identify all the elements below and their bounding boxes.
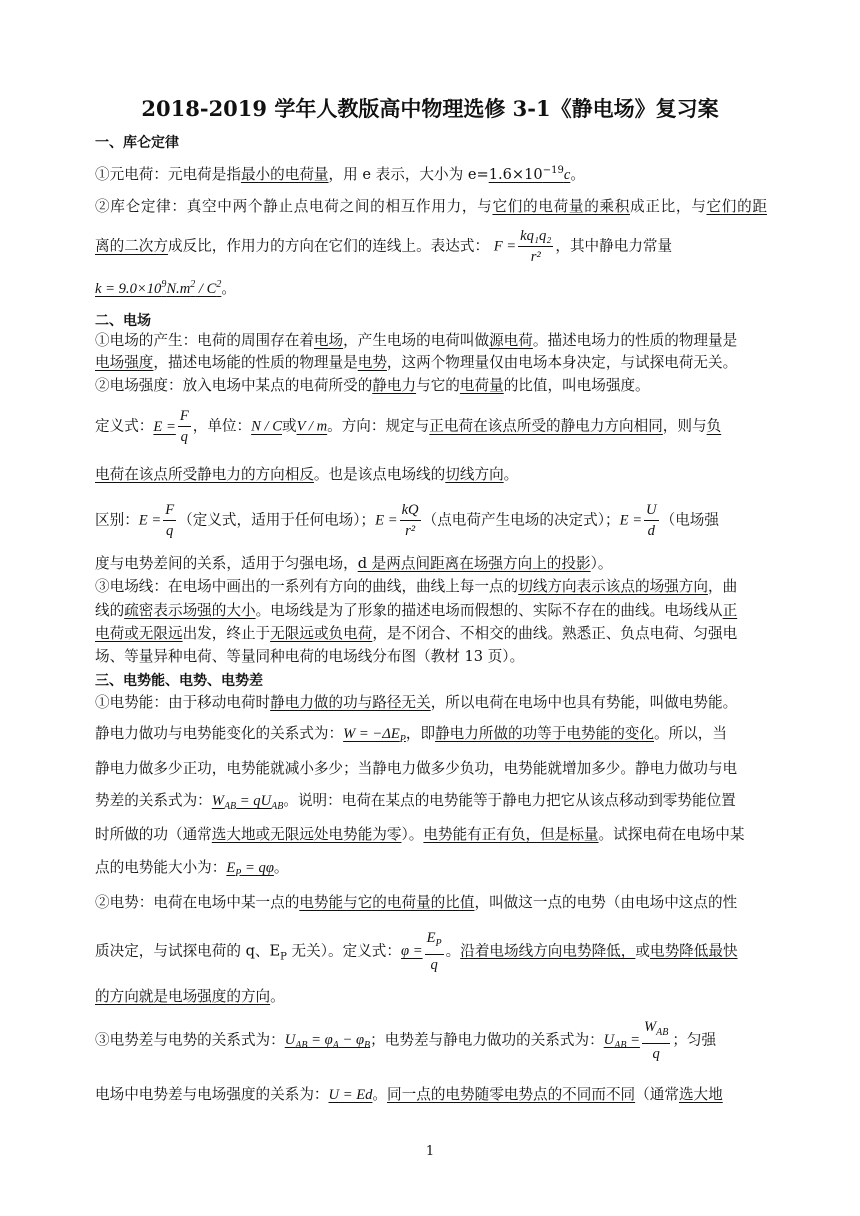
document-title: 2018-2019 学年人教版高中物理选修 3-1《静电场》复习案	[141, 96, 719, 121]
paragraph-line: 场、等量异种电荷、等量同种电荷的电场线分布图（教材 13 页）。	[95, 648, 525, 665]
paragraph-line: ③电场线：在电场中画出的一系列有方向的曲线，曲线上每一点的切线方向表示该点的场强方向，曲	[95, 578, 738, 595]
paragraph-line: 区别：E = $\frac{F}{q}$ （定义式，适用于任何电场）；E = $\frac{kQ}{\text{r²}}$ （点电荷产生电场的决定式）；E = $\frac{U}{d}$ （电场强	[95, 502, 719, 539]
paragraph-line: 电荷在该点所受静电力的方向相反。也是该点电场线的切线方向。	[95, 466, 519, 483]
paragraph-line: 静电力做功与电势能变化的关系式为：$W = -\Delta E_P$，即静电力所做的功等于电势能的变化。所以，当	[95, 725, 727, 745]
section-heading-potential: 三、电势能、电势、电势差	[95, 673, 263, 689]
paragraph-line: 静电力做多少正功，电势能就减小多少；当静电力做多少负功，电势能就增加多少。静电力做功与电	[95, 760, 738, 777]
paragraph-line: 定义式：E = $\frac{F}{q}$ ，单位：N / C或V / m。方向：规定与正电荷在该点所受的静电力方向相同，则与负	[95, 408, 722, 445]
fraction-coulomb: $\frac{\text{kq₁q₂}}{\text{r²}}$	[520, 228, 552, 265]
paragraph-line: 电场中电势差与电场强度的关系为：U = Ed。同一点的电势随零电势点的不同而不同（通常选大地	[95, 1086, 723, 1103]
paragraph-line: 时所做的功（通常选大地或无限远处电势能为零）。电势能有正有负，但是标量。试探电荷在电场中某	[95, 826, 745, 843]
paragraph-line: 电荷或无限远出发，终止于无限远或负电荷，是不闭合、不相交的曲线。熟悉正、负点电荷、匀强电	[95, 625, 738, 642]
paragraph-line: 质决定，与试探电荷的 q、$E_P$ 无关）。定义式：φ = $\frac{E_P}{q}$ 。沿着电场线方向电势降低，或电势降低最快	[95, 930, 738, 973]
paragraph-line: 势差的关系式为：$W_{AB} = qU_{AB}$。说明：电荷在某点的电势能等于静电力把它从该点移动到零势能位置	[95, 792, 736, 812]
paragraph-line: 线的疏密表示场强的大小。电场线是为了形象的描述电场而假想的、实际不存在的曲线。电场线从正	[95, 602, 738, 619]
paragraph-line: 点的电势能大小为：$E_P = q\varphi$。	[95, 859, 289, 879]
paragraph-line: ②电场强度：放入电场中某点的电荷所受的静电力与它的电荷量的比值，叫电场强度。	[95, 377, 650, 394]
section-heading-field: 二、电场	[95, 313, 151, 329]
paragraph-line: 离的二次方成反比，作用力的方向在它们的连线上。表达式： F = $\frac{\text{kq₁q₂}}{\text{r²}}$ ，其中静电力常量	[95, 228, 673, 265]
paragraph-line: ③电势差与电势的关系式为：$U_{AB} = \varphi_A - \varphi_B$；电势差与静电力做功的关系式为：$U_{AB}$ = $\frac{W_{AB}}{q}$ ；匀强	[95, 1019, 717, 1062]
paragraph-line: ②库仑定律：真空中两个静止点电荷之间的相互作用力，与它们的电荷量的乘积成正比，与它们的距	[95, 198, 767, 215]
paragraph-line: ①电势能：由于移动电荷时静电力做的功与路径无关，所以电荷在电场中也具有势能，叫做电势能。	[95, 694, 738, 711]
paragraph-line: ①元电荷：元电荷是指最小的电荷量，用 e 表示，大小为 $e=1.6\times 10^{-19}c$。	[95, 165, 585, 183]
paragraph-line: 电场强度，描述电场能的性质的物理量是电势，这两个物理量仅由电场本身决定，与试探电荷无关。	[95, 354, 738, 371]
page-number: 1	[425, 1144, 435, 1159]
section-heading-coulomb: 一、库仑定律	[95, 135, 179, 151]
paragraph-line: 的方向就是电场强度的方向。	[95, 988, 285, 1005]
paragraph-line: ①电场的产生：电荷的周围存在着电场，产生电场的电荷叫做源电荷。描述电场力的性质的物理量是	[95, 332, 738, 349]
paragraph-line: $k = 9.0\times 10^9N.m^2 / C^2$。	[95, 279, 236, 297]
paragraph-line: 度与电势差间的关系，适用于匀强电场，d 是两点间距离在场强方向上的投影）。	[95, 555, 613, 572]
paragraph-line: ②电势：电荷在电场中某一点的电势能与它的电荷量的比值，叫做这一点的电势（由电场中这点的性	[95, 894, 738, 911]
